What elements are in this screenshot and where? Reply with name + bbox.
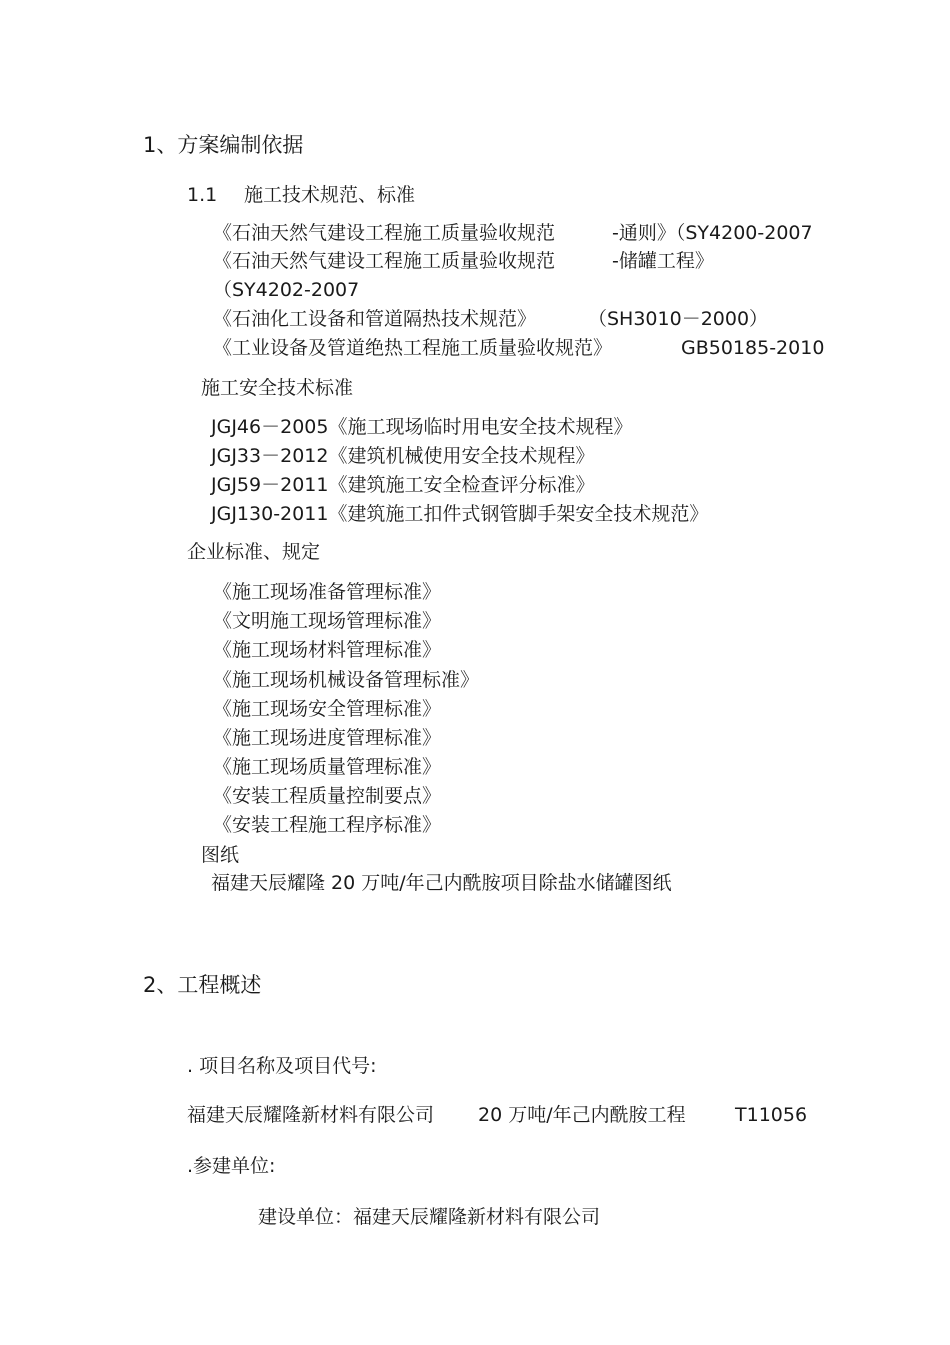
safety-standard-item: JGJ130-2011《建筑施工扣件式钢管脚手架安全技术规范》 — [211, 503, 709, 525]
project-company: 福建天辰耀隆新材料有限公司 — [187, 1104, 435, 1126]
subsection-1-1-number: 1.1 — [187, 184, 218, 206]
drawings-title: 图纸 — [201, 844, 240, 866]
enterprise-standard-item: 《施工现场准备管理标准》 — [213, 581, 442, 603]
standard-item: 《工业设备及管道绝热工程施工质量验收规范》 — [213, 337, 613, 359]
project-name-label: . 项目名称及项目代号: — [187, 1055, 377, 1077]
standard-item-code: （SH3010－2000） — [588, 308, 769, 330]
enterprise-standard-item: 《施工现场质量管理标准》 — [213, 756, 442, 778]
project-code: T11056 — [735, 1104, 808, 1126]
enterprise-standard-item: 《施工现场进度管理标准》 — [213, 727, 442, 749]
enterprise-standards-title: 企业标准、规定 — [187, 541, 321, 563]
enterprise-standard-item: 《施工现场机械设备管理标准》 — [213, 669, 480, 691]
safety-standard-item: JGJ59－2011《建筑施工安全检查评分标准》 — [211, 474, 595, 496]
safety-standard-item: JGJ33－2012《建筑机械使用安全技术规程》 — [211, 445, 595, 467]
standard-item-code: GB50185-2010 — [681, 337, 825, 359]
enterprise-standard-item: 《安装工程施工程序标准》 — [213, 814, 442, 836]
drawings-item: 福建天辰耀隆 20 万吨/年己内酰胺项目除盐水储罐图纸 — [211, 872, 672, 894]
enterprise-standard-item: 《施工现场安全管理标准》 — [213, 698, 442, 720]
standard-item: 《石油天然气建设工程施工质量验收规范 — [213, 250, 556, 272]
safety-standard-item: JGJ46－2005《施工现场临时用电安全技术规程》 — [211, 416, 633, 438]
enterprise-standard-item: 《施工现场材料管理标准》 — [213, 639, 442, 661]
subsection-1-1-title: 施工技术规范、标准 — [244, 184, 416, 206]
participants-label: .参建单位: — [187, 1155, 276, 1177]
standard-item-code: （SY4202-2007 — [213, 279, 360, 301]
section-2-heading: 2、工程概述 — [143, 973, 262, 997]
section-1-heading: 1、方案编制依据 — [143, 133, 304, 157]
standard-item: 《石油化工设备和管道隔热技术规范》 — [213, 308, 537, 330]
enterprise-standard-item: 《安装工程质量控制要点》 — [213, 785, 442, 807]
standard-item-suffix: -储罐工程》 — [612, 250, 714, 272]
enterprise-standard-item: 《文明施工现场管理标准》 — [213, 610, 442, 632]
safety-standards-title: 施工安全技术标准 — [201, 377, 354, 399]
project-scale: 20 万吨/年己内酰胺工程 — [478, 1104, 686, 1126]
standard-item-suffix: -通则》（SY4200-2007 — [612, 222, 813, 244]
standard-item: 《石油天然气建设工程施工质量验收规范 — [213, 222, 556, 244]
builder-unit: 建设单位：福建天辰耀隆新材料有限公司 — [258, 1206, 601, 1228]
